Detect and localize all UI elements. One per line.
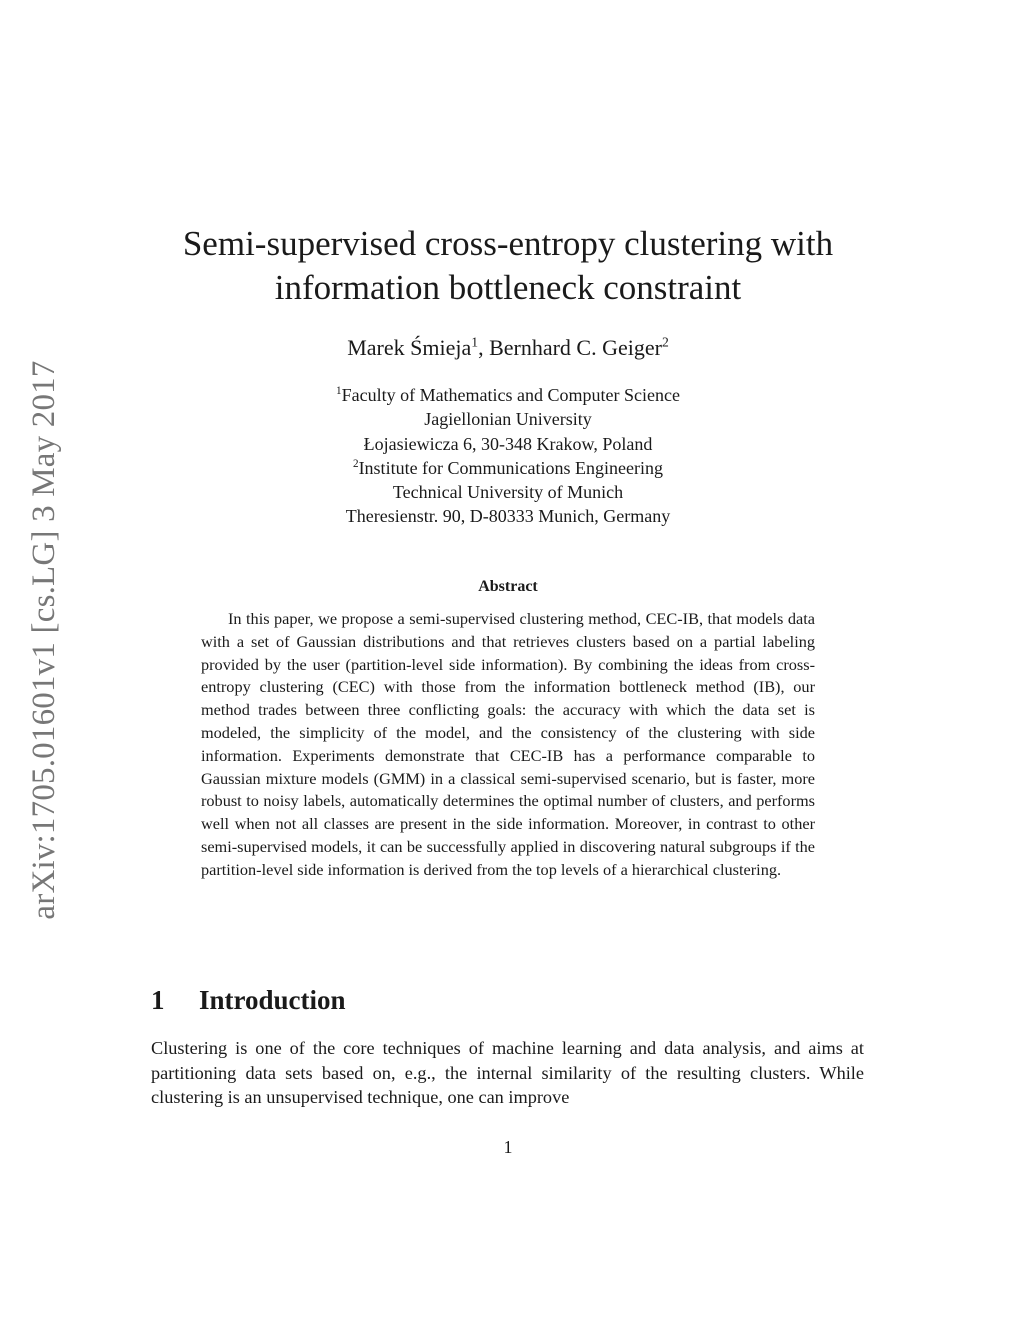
author-separator: , [478, 335, 490, 360]
author-2-name: Bernhard C. Geiger [489, 335, 662, 360]
affiliation-2-line-3: Theresienstr. 90, D-80333 Munich, Germany [345, 506, 671, 527]
introduction-paragraph: Clustering is one of the core techniques of machine learning and data analysis, and aims at partitioning data sets based on, e.g., the internal similarity of the resulting clusters. While clustering is an unsupervised technique, one can improve [151, 1038, 864, 1107]
page-number: 1 [503, 1137, 513, 1157]
affiliation-2-department [150, 456, 866, 480]
section-number: 1 [151, 985, 165, 1015]
affiliation-1-line-2: Jagiellonian University [424, 409, 592, 430]
paper-title [150, 222, 866, 310]
affiliations [150, 383, 866, 529]
affiliation-2-mark: 2 [352, 457, 359, 470]
abstract-text: In this paper, we propose a semi-supervised clustering method, CEC-IB, that models data with a set of Gaussian distributions and that retrieves clusters based on a partial labeling provided by the user (partition-level side information). By combining the ideas from cross-entropy clustering (CEC) with those from the information bottleneck method (IB), our method trades between three conflicting goals: the accuracy with which the data set is modeled, the simplicity of the model, and the consistency of the clustering with side information. Experiments demonstrate that CEC-IB has a performance comparable to Gaussian mixture models (GMM) in a classical semi-supervised scenario, but is faster, more robust to noisy labels, automatically determines the optimal number of clusters, and performs well when not all classes are present in the side information. Moreover, in contrast to other semi-supervised models, it can be successfully applied in discovering natural subgroups if the partition-level side information is derived from the top levels of a hierarchical clustering. [201, 609, 815, 879]
author-1-name: Marek Śmieja [347, 335, 472, 360]
author-list [150, 333, 866, 363]
arxiv-identifier-stamp: arXiv:1705.01601v1 [cs.LG] 3 May 2017 [26, 360, 62, 920]
affiliation-1-department [150, 383, 866, 407]
paper-title-line-1: Semi-supervised cross-entropy clustering with [182, 224, 834, 263]
section-heading-introduction [151, 982, 346, 1018]
affiliation-2-line-2: Technical University of Munich [392, 482, 624, 503]
affiliation-1-line-3: Łojasiewicza 6, 30-348 Krakow, Poland [363, 433, 653, 454]
author-2-affiliation-mark: 2 [661, 334, 669, 350]
section-title: Introduction [199, 985, 346, 1015]
affiliation-2-line-1: Institute for Communications Engineering [358, 457, 664, 478]
paper-title-line-2: information bottleneck constraint [274, 268, 742, 307]
author-1-affiliation-mark: 1 [471, 334, 479, 350]
affiliation-1-mark: 1 [336, 385, 342, 397]
affiliation-1-line-1: Faculty of Mathematics and Computer Science [341, 385, 680, 405]
abstract-heading: Abstract [478, 578, 538, 595]
